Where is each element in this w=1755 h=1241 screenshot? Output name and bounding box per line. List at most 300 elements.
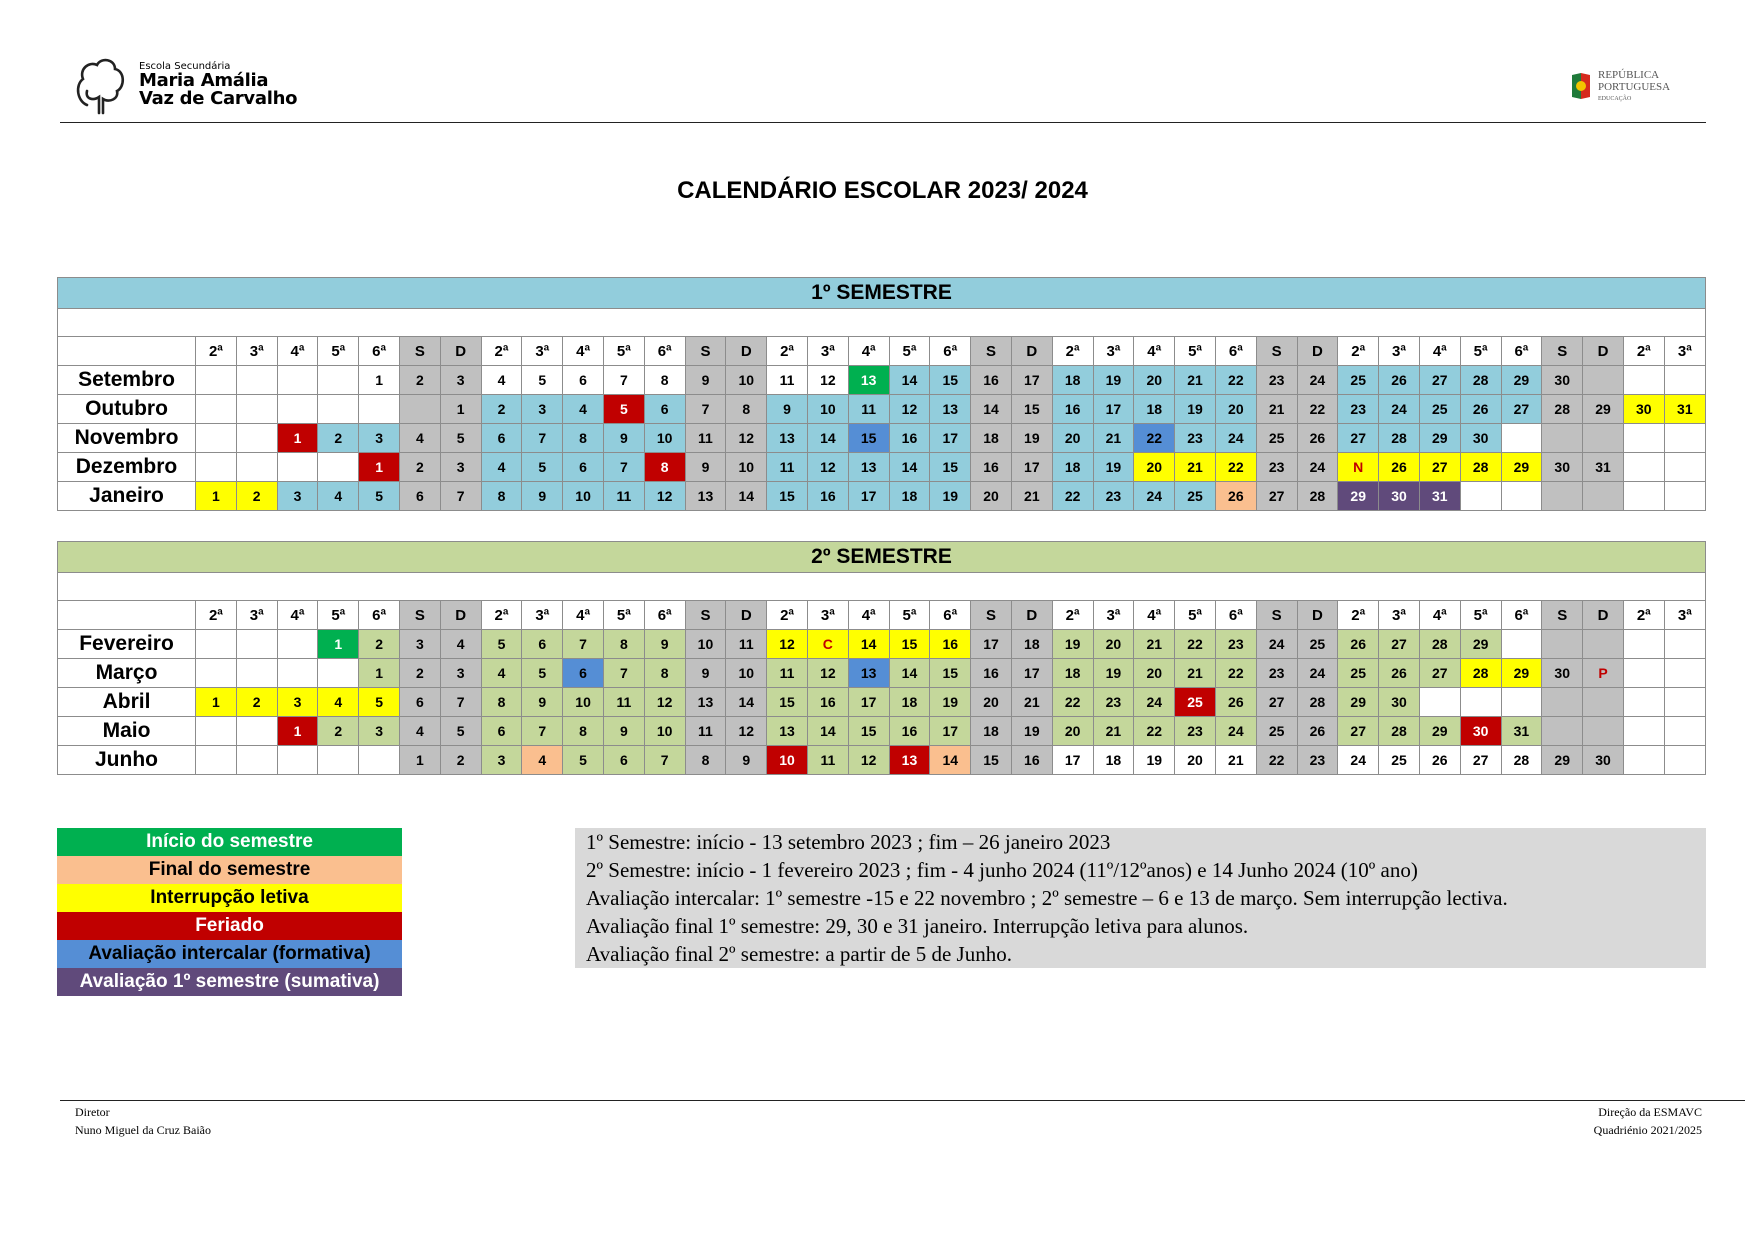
legend-item: Interrupção letiva [57, 884, 402, 912]
day-cell: 13 [685, 688, 726, 717]
day-cell [1623, 630, 1664, 659]
day-cell: 27 [1256, 688, 1297, 717]
day-cell: 5 [522, 453, 563, 482]
day-cell: 12 [726, 717, 767, 746]
semester-1-table [57, 277, 1706, 511]
day-cell: 27 [1379, 630, 1420, 659]
day-cell [277, 659, 318, 688]
day-header-row [58, 601, 1706, 630]
day-cell [1542, 688, 1583, 717]
weekday-header: 2ª [767, 601, 808, 630]
day-cell: C [807, 630, 848, 659]
weekday-header: S [685, 337, 726, 366]
day-cell: 7 [563, 630, 604, 659]
day-cell: 26 [1379, 366, 1420, 395]
weekday-header: D [726, 337, 767, 366]
day-cell: 21 [1256, 395, 1297, 424]
day-cell: 2 [236, 688, 277, 717]
day-cell: 19 [930, 482, 971, 511]
month-row [58, 366, 1706, 395]
legend-item: Avaliação 1º semestre (sumativa) [57, 968, 402, 996]
day-cell: 10 [726, 659, 767, 688]
day-cell: 15 [848, 424, 889, 453]
gov-line1: REPÚBLICA [1598, 69, 1660, 81]
day-cell: 29 [1583, 395, 1624, 424]
day-cell [1460, 688, 1501, 717]
day-cell: 23 [1215, 630, 1256, 659]
day-cell: 11 [726, 630, 767, 659]
weekday-header: 5ª [318, 337, 359, 366]
weekday-header: 4ª [1419, 601, 1460, 630]
day-cell: 14 [971, 395, 1012, 424]
day-cell: 8 [603, 630, 644, 659]
day-cell: 15 [767, 482, 808, 511]
day-cell: 17 [1093, 395, 1134, 424]
day-cell: 20 [971, 688, 1012, 717]
weekday-header: 3ª [1664, 337, 1705, 366]
day-cell: 22 [1134, 424, 1175, 453]
day-cell: 7 [603, 453, 644, 482]
day-cell: 27 [1256, 482, 1297, 511]
day-cell: 3 [440, 659, 481, 688]
weekday-header: 5ª [1175, 601, 1216, 630]
day-cell: 12 [767, 630, 808, 659]
day-cell: 15 [930, 659, 971, 688]
day-cell: 14 [930, 746, 971, 775]
day-cell: 17 [1011, 659, 1052, 688]
day-cell: 26 [1460, 395, 1501, 424]
day-cell: 2 [359, 630, 400, 659]
day-cell: 2 [399, 453, 440, 482]
weekday-header: 2ª [1623, 337, 1664, 366]
day-cell: 5 [359, 688, 400, 717]
day-cell: 8 [685, 746, 726, 775]
weekday-header: D [726, 601, 767, 630]
day-cell [1664, 424, 1705, 453]
day-cell: 28 [1501, 746, 1542, 775]
corner-cell [58, 337, 196, 366]
school-small-text: Escola Secundária [139, 61, 231, 72]
day-cell: 16 [1011, 746, 1052, 775]
weekday-header: 6ª [930, 601, 971, 630]
day-cell: 17 [1011, 366, 1052, 395]
day-cell [399, 395, 440, 424]
day-cell: 14 [889, 453, 930, 482]
day-cell: 24 [1297, 366, 1338, 395]
day-cell [277, 453, 318, 482]
day-cell [1664, 630, 1705, 659]
day-cell: 20 [1215, 395, 1256, 424]
day-cell: 23 [1256, 453, 1297, 482]
day-cell [196, 366, 237, 395]
legend-item: Feriado [57, 912, 402, 940]
day-cell [1623, 453, 1664, 482]
day-cell [1664, 717, 1705, 746]
day-cell [1623, 659, 1664, 688]
weekday-header: 3ª [807, 601, 848, 630]
day-cell: 29 [1460, 630, 1501, 659]
day-cell [1501, 482, 1542, 511]
day-cell [1664, 482, 1705, 511]
day-cell: 30 [1583, 746, 1624, 775]
day-cell: 30 [1542, 366, 1583, 395]
month-name: Setembro [58, 366, 196, 395]
day-cell: 1 [399, 746, 440, 775]
day-cell: 27 [1338, 424, 1379, 453]
day-cell: 29 [1419, 717, 1460, 746]
day-cell: 17 [930, 424, 971, 453]
day-cell: 29 [1501, 453, 1542, 482]
weekday-header: 5ª [889, 337, 930, 366]
day-cell: 15 [930, 453, 971, 482]
day-cell: 18 [971, 424, 1012, 453]
day-cell [359, 746, 400, 775]
day-cell: 4 [563, 395, 604, 424]
day-cell [1664, 659, 1705, 688]
note-line: 1º Semestre: início - 13 setembro 2023 ; fim – 26 janeiro 2023 [586, 830, 1111, 854]
day-cell: 7 [685, 395, 726, 424]
day-cell: 28 [1419, 630, 1460, 659]
weekday-header: D [440, 337, 481, 366]
day-cell: 2 [440, 746, 481, 775]
legend-item: Final do semestre [57, 856, 402, 884]
day-cell [1623, 688, 1664, 717]
weekday-header: 4ª [563, 601, 604, 630]
day-cell: 26 [1297, 424, 1338, 453]
day-cell: 20 [1052, 424, 1093, 453]
weekday-header: D [1583, 337, 1624, 366]
day-cell: 10 [685, 630, 726, 659]
day-cell: 18 [1093, 746, 1134, 775]
weekday-header: 6ª [1501, 601, 1542, 630]
day-cell: 26 [1297, 717, 1338, 746]
republica-logo [1570, 70, 1670, 102]
day-cell [1623, 482, 1664, 511]
day-cell: 26 [1379, 453, 1420, 482]
day-cell: 24 [1297, 659, 1338, 688]
day-cell: 25 [1175, 482, 1216, 511]
weekday-header: 4ª [277, 337, 318, 366]
director-name: Nuno Miguel da Cruz Baião [75, 1123, 211, 1137]
day-cell [1583, 482, 1624, 511]
month-row [58, 659, 1706, 688]
day-cell: 6 [563, 453, 604, 482]
weekday-header: 5ª [1460, 601, 1501, 630]
weekday-header: S [1542, 337, 1583, 366]
day-cell: 15 [971, 746, 1012, 775]
weekday-header: 6ª [359, 337, 400, 366]
day-cell: 9 [767, 395, 808, 424]
day-cell: 21 [1215, 746, 1256, 775]
day-cell [236, 395, 277, 424]
month-row [58, 424, 1706, 453]
month-row [58, 688, 1706, 717]
day-cell [1542, 717, 1583, 746]
day-cell: 18 [1134, 395, 1175, 424]
weekday-header: D [1297, 337, 1338, 366]
day-cell: 30 [1542, 453, 1583, 482]
day-cell [1542, 482, 1583, 511]
day-cell: 16 [807, 482, 848, 511]
weekday-header: D [440, 601, 481, 630]
day-cell [1664, 366, 1705, 395]
day-cell: 22 [1175, 630, 1216, 659]
day-cell: 28 [1460, 453, 1501, 482]
day-cell: 17 [848, 688, 889, 717]
day-cell [196, 395, 237, 424]
day-cell: 11 [685, 717, 726, 746]
day-cell: 4 [318, 482, 359, 511]
day-cell: 23 [1175, 424, 1216, 453]
day-cell: 9 [685, 659, 726, 688]
day-cell: 28 [1379, 717, 1420, 746]
month-row [58, 630, 1706, 659]
day-cell [196, 746, 237, 775]
day-cell: 3 [277, 482, 318, 511]
day-cell: 20 [1134, 659, 1175, 688]
weekday-header: S [1256, 601, 1297, 630]
day-cell: 12 [807, 659, 848, 688]
day-cell: 22 [1297, 395, 1338, 424]
day-cell: 29 [1338, 688, 1379, 717]
weekday-header: 6ª [644, 337, 685, 366]
day-cell: 30 [1379, 688, 1420, 717]
day-cell: 29 [1501, 366, 1542, 395]
day-cell: 19 [1134, 746, 1175, 775]
day-cell: 25 [1379, 746, 1420, 775]
day-cell: 29 [1542, 746, 1583, 775]
day-cell [1583, 717, 1624, 746]
day-cell [236, 746, 277, 775]
day-cell: 14 [807, 424, 848, 453]
day-cell [277, 395, 318, 424]
day-cell: 28 [1297, 482, 1338, 511]
day-cell: 23 [1256, 366, 1297, 395]
day-cell: 25 [1297, 630, 1338, 659]
day-cell: 23 [1338, 395, 1379, 424]
weekday-header: 4ª [277, 601, 318, 630]
day-cell: 21 [1011, 688, 1052, 717]
weekday-header: 3ª [1379, 601, 1420, 630]
day-cell [1623, 366, 1664, 395]
day-cell [318, 746, 359, 775]
day-cell: 14 [807, 717, 848, 746]
day-cell: 3 [440, 366, 481, 395]
day-cell: 9 [522, 688, 563, 717]
day-cell: 2 [399, 659, 440, 688]
day-cell: 22 [1052, 482, 1093, 511]
weekday-header: 2ª [1052, 337, 1093, 366]
weekday-header: S [1256, 337, 1297, 366]
day-cell: 12 [807, 453, 848, 482]
day-cell: 1 [277, 717, 318, 746]
weekday-header: 4ª [563, 337, 604, 366]
day-cell: 7 [440, 688, 481, 717]
day-cell: 31 [1419, 482, 1460, 511]
note-line: Avaliação final 1º semestre: 29, 30 e 31 janeiro. Interrupção letiva para alunos. [586, 914, 1249, 938]
day-cell: 26 [1338, 630, 1379, 659]
gov-line3: EDUCAÇÃO [1598, 96, 1632, 103]
day-cell: 25 [1256, 424, 1297, 453]
day-cell: 18 [889, 482, 930, 511]
day-cell: 8 [644, 366, 685, 395]
day-cell: 5 [481, 630, 522, 659]
day-cell: 2 [481, 395, 522, 424]
day-cell: 2 [318, 424, 359, 453]
month-name: Fevereiro [58, 630, 196, 659]
weekday-header: 6ª [359, 601, 400, 630]
notes-box [575, 828, 1706, 968]
day-cell [1623, 424, 1664, 453]
day-cell: 22 [1256, 746, 1297, 775]
day-cell: 16 [889, 424, 930, 453]
weekday-header: 3ª [1093, 601, 1134, 630]
weekday-header: 5ª [603, 337, 644, 366]
weekday-header: 3ª [1379, 337, 1420, 366]
day-cell: 28 [1460, 659, 1501, 688]
day-cell: 10 [563, 688, 604, 717]
day-cell: N [1338, 453, 1379, 482]
day-cell: 21 [1134, 630, 1175, 659]
day-cell: 19 [1093, 659, 1134, 688]
weekday-header: 2ª [1623, 601, 1664, 630]
weekday-header: 4ª [1134, 601, 1175, 630]
day-cell [1664, 453, 1705, 482]
day-cell: 25 [1338, 659, 1379, 688]
day-cell: 14 [889, 366, 930, 395]
day-cell: 24 [1215, 717, 1256, 746]
day-cell: P [1583, 659, 1624, 688]
day-cell: 12 [644, 482, 685, 511]
day-cell: 11 [685, 424, 726, 453]
day-cell: 11 [848, 395, 889, 424]
day-cell: 11 [603, 688, 644, 717]
weekday-header: 6ª [1501, 337, 1542, 366]
day-cell: 21 [1175, 453, 1216, 482]
day-cell: 17 [971, 630, 1012, 659]
day-cell [277, 366, 318, 395]
day-cell: 5 [440, 717, 481, 746]
day-cell: 17 [1052, 746, 1093, 775]
day-cell: 17 [848, 482, 889, 511]
weekday-header: 5ª [889, 601, 930, 630]
day-cell: 4 [440, 630, 481, 659]
day-cell: 18 [971, 717, 1012, 746]
day-cell [1583, 366, 1624, 395]
weekday-header: 6ª [930, 337, 971, 366]
day-cell [236, 366, 277, 395]
day-cell: 22 [1215, 659, 1256, 688]
weekday-header: 2ª [196, 601, 237, 630]
spacer-row [58, 309, 1706, 337]
day-cell: 2 [236, 482, 277, 511]
day-cell: 19 [1052, 630, 1093, 659]
day-cell: 16 [807, 688, 848, 717]
day-cell: 10 [767, 746, 808, 775]
day-cell: 19 [1011, 424, 1052, 453]
day-cell: 10 [644, 717, 685, 746]
weekday-header: 4ª [848, 601, 889, 630]
day-cell: 13 [889, 746, 930, 775]
day-cell: 30 [1379, 482, 1420, 511]
day-cell: 9 [603, 717, 644, 746]
day-cell [236, 659, 277, 688]
day-cell: 22 [1215, 366, 1256, 395]
day-cell: 1 [359, 453, 400, 482]
day-cell: 23 [1256, 659, 1297, 688]
weekday-header: 3ª [522, 601, 563, 630]
term-label: Quadriénio 2021/2025 [1593, 1123, 1702, 1137]
day-cell [1623, 746, 1664, 775]
month-name: Dezembro [58, 453, 196, 482]
month-row [58, 395, 1706, 424]
weekday-header: 6ª [644, 601, 685, 630]
day-cell [236, 424, 277, 453]
day-cell: 1 [196, 688, 237, 717]
day-cell: 1 [440, 395, 481, 424]
day-cell: 26 [1419, 746, 1460, 775]
day-cell: 15 [848, 717, 889, 746]
day-cell: 19 [930, 688, 971, 717]
day-cell: 11 [767, 366, 808, 395]
day-cell: 8 [563, 717, 604, 746]
day-cell: 15 [1011, 395, 1052, 424]
weekday-header: 2ª [1338, 601, 1379, 630]
day-cell: 11 [767, 659, 808, 688]
day-cell: 24 [1379, 395, 1420, 424]
day-cell: 1 [277, 424, 318, 453]
weekday-header: 4ª [1134, 337, 1175, 366]
day-cell: 3 [277, 688, 318, 717]
day-cell: 18 [889, 688, 930, 717]
day-cell: 18 [1052, 659, 1093, 688]
day-cell: 3 [440, 453, 481, 482]
day-cell: 8 [481, 688, 522, 717]
day-cell: 14 [726, 688, 767, 717]
weekday-header: 3ª [1664, 601, 1705, 630]
day-cell: 22 [1134, 717, 1175, 746]
day-cell: 4 [522, 746, 563, 775]
weekday-header: 3ª [522, 337, 563, 366]
school-name-line1: Maria Amália [139, 70, 269, 91]
day-cell: 6 [399, 482, 440, 511]
legend [57, 828, 402, 996]
day-cell [236, 630, 277, 659]
day-cell: 7 [603, 366, 644, 395]
day-cell: 18 [1052, 453, 1093, 482]
weekday-header: S [399, 601, 440, 630]
day-cell [196, 424, 237, 453]
day-cell: 23 [1093, 688, 1134, 717]
day-cell: 21 [1175, 659, 1216, 688]
day-cell: 6 [481, 424, 522, 453]
weekday-header: D [1011, 601, 1052, 630]
gov-line2: PORTUGUESA [1598, 80, 1671, 93]
month-name: Janeiro [58, 482, 196, 511]
day-cell: 15 [889, 630, 930, 659]
weekday-header: S [971, 601, 1012, 630]
day-cell: 4 [318, 688, 359, 717]
day-cell: 24 [1338, 746, 1379, 775]
day-cell [318, 453, 359, 482]
semester-title: 1º SEMESTRE [58, 278, 1706, 309]
portuguese-flag-icon [1570, 71, 1592, 101]
day-cell: 1 [196, 482, 237, 511]
weekday-header: 3ª [236, 337, 277, 366]
day-cell: 2 [318, 717, 359, 746]
weekday-header: 6ª [1215, 601, 1256, 630]
weekday-header: 6ª [1215, 337, 1256, 366]
